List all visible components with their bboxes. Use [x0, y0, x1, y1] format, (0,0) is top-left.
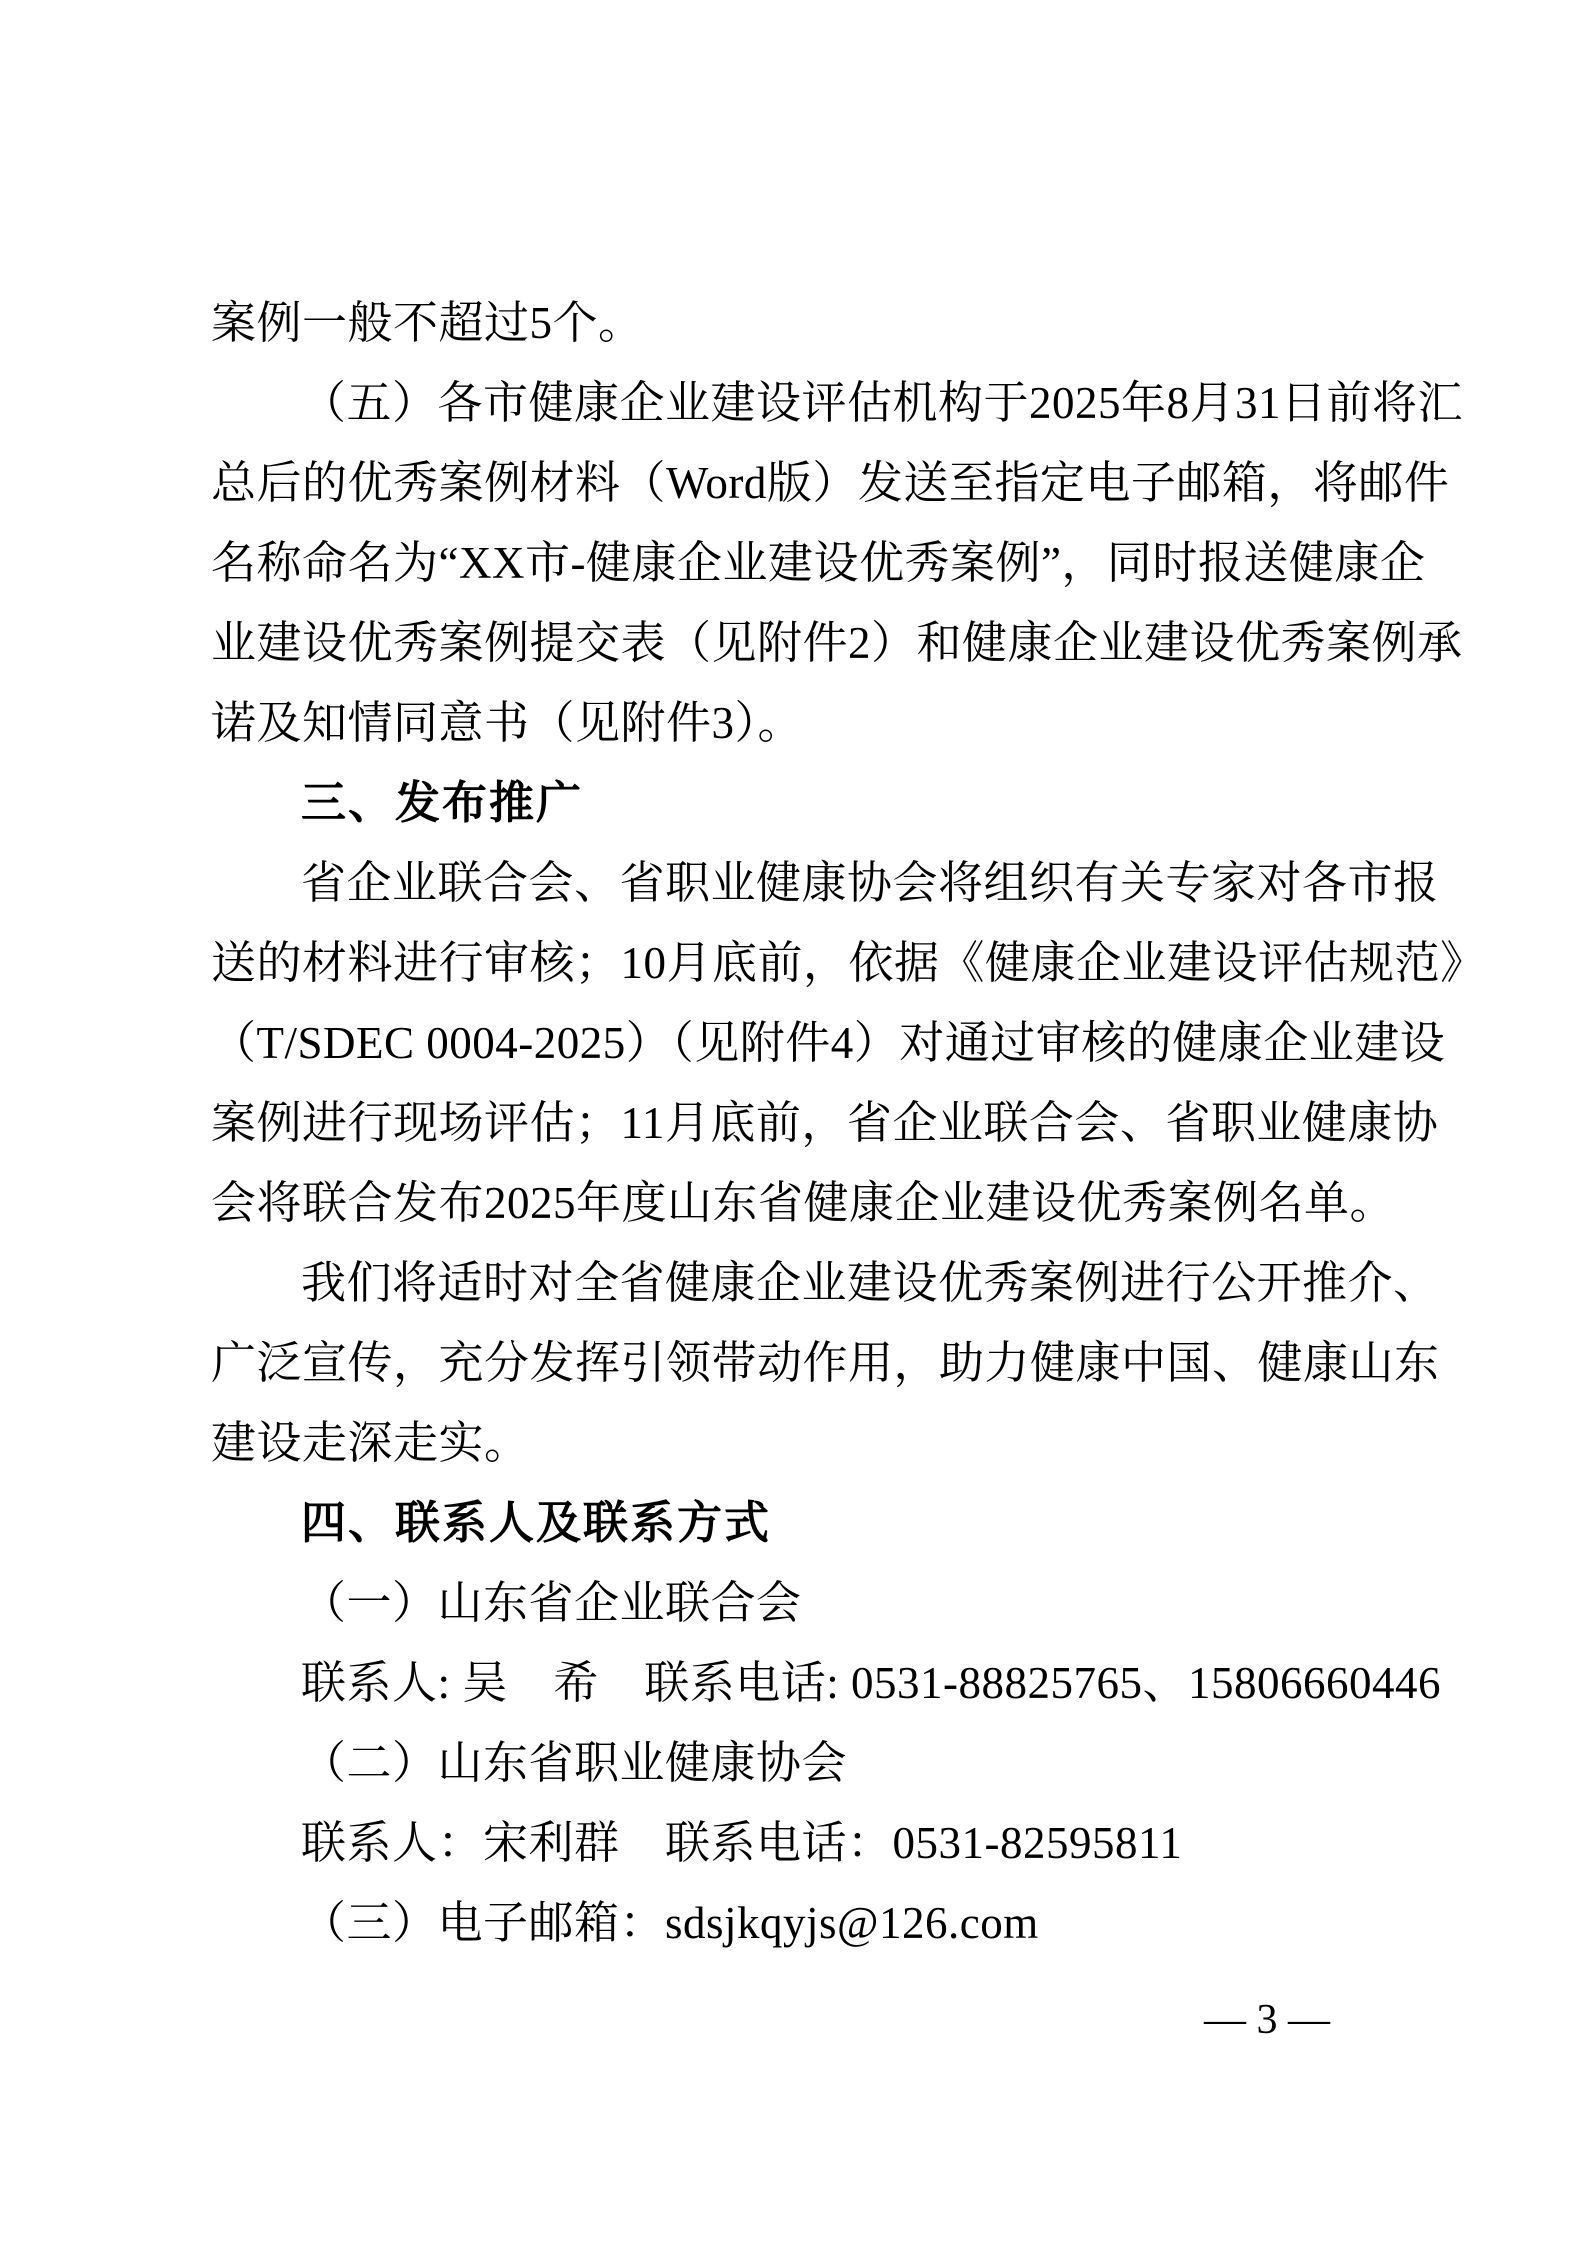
org-line-enterprise-federation: （一）山东省企业联合会	[301, 1578, 802, 1628]
paragraph-line: （五）各市健康企业建设评估机构于2025年8月31日前将汇	[301, 378, 1464, 428]
paragraph-line: 总后的优秀案例材料（Word版）发送至指定电子邮箱，将邮件	[211, 458, 1450, 508]
paragraph-line: 广泛宣传，充分发挥引领带动作用，助力健康中国、健康山东	[211, 1338, 1440, 1388]
email-line: （三）电子邮箱：sdsjkqyjs@126.com	[301, 1898, 1039, 1948]
paragraph-line: 诺及知情同意书（见附件3）。	[211, 698, 804, 748]
section-heading-publish-promote: 三、发布推广	[301, 777, 584, 828]
paragraph-line: 案例一般不超过5个。	[211, 298, 644, 348]
document-body	[211, 283, 1486, 1963]
paragraph-line: 我们将适时对全省健康企业建设优秀案例进行公开推介、	[301, 1258, 1439, 1308]
paragraph-line: 案例进行现场评估；11月底前，省企业联合会、省职业健康协	[211, 1098, 1439, 1148]
paragraph-line: 送的材料进行审核；10月底前，依据《健康企业建设评估规范》	[211, 938, 1486, 988]
contact-line-wu-xi: 联系人: 吴 希 联系电话: 0531-88825765、15806660446	[301, 1658, 1441, 1708]
section-heading-contacts: 四、联系人及联系方式	[301, 1497, 772, 1548]
page-number: — 3 —	[1204, 1997, 1330, 2043]
org-line-occupational-health-association: （二）山东省职业健康协会	[301, 1738, 848, 1788]
paragraph-line: 省企业联合会、省职业健康协会将组织有关专家对各市报	[301, 858, 1439, 908]
paragraph-line: 业建设优秀案例提交表（见附件2）和健康企业建设优秀案例承	[211, 618, 1463, 668]
paragraph-line: 建设走深走实。	[211, 1418, 530, 1468]
paragraph-line: （T/SDEC 0004-2025）（见附件4）对通过审核的健康企业建设	[211, 1018, 1446, 1068]
contact-line-song-liqun: 联系人：宋利群 联系电话：0531-82595811	[301, 1818, 1183, 1868]
paragraph-line: 会将联合发布2025年度山东省健康企业建设优秀案例名单。	[211, 1178, 1396, 1228]
paragraph-line: 名称命名为“XX市-健康企业建设优秀案例”，同时报送健康企	[211, 538, 1426, 588]
